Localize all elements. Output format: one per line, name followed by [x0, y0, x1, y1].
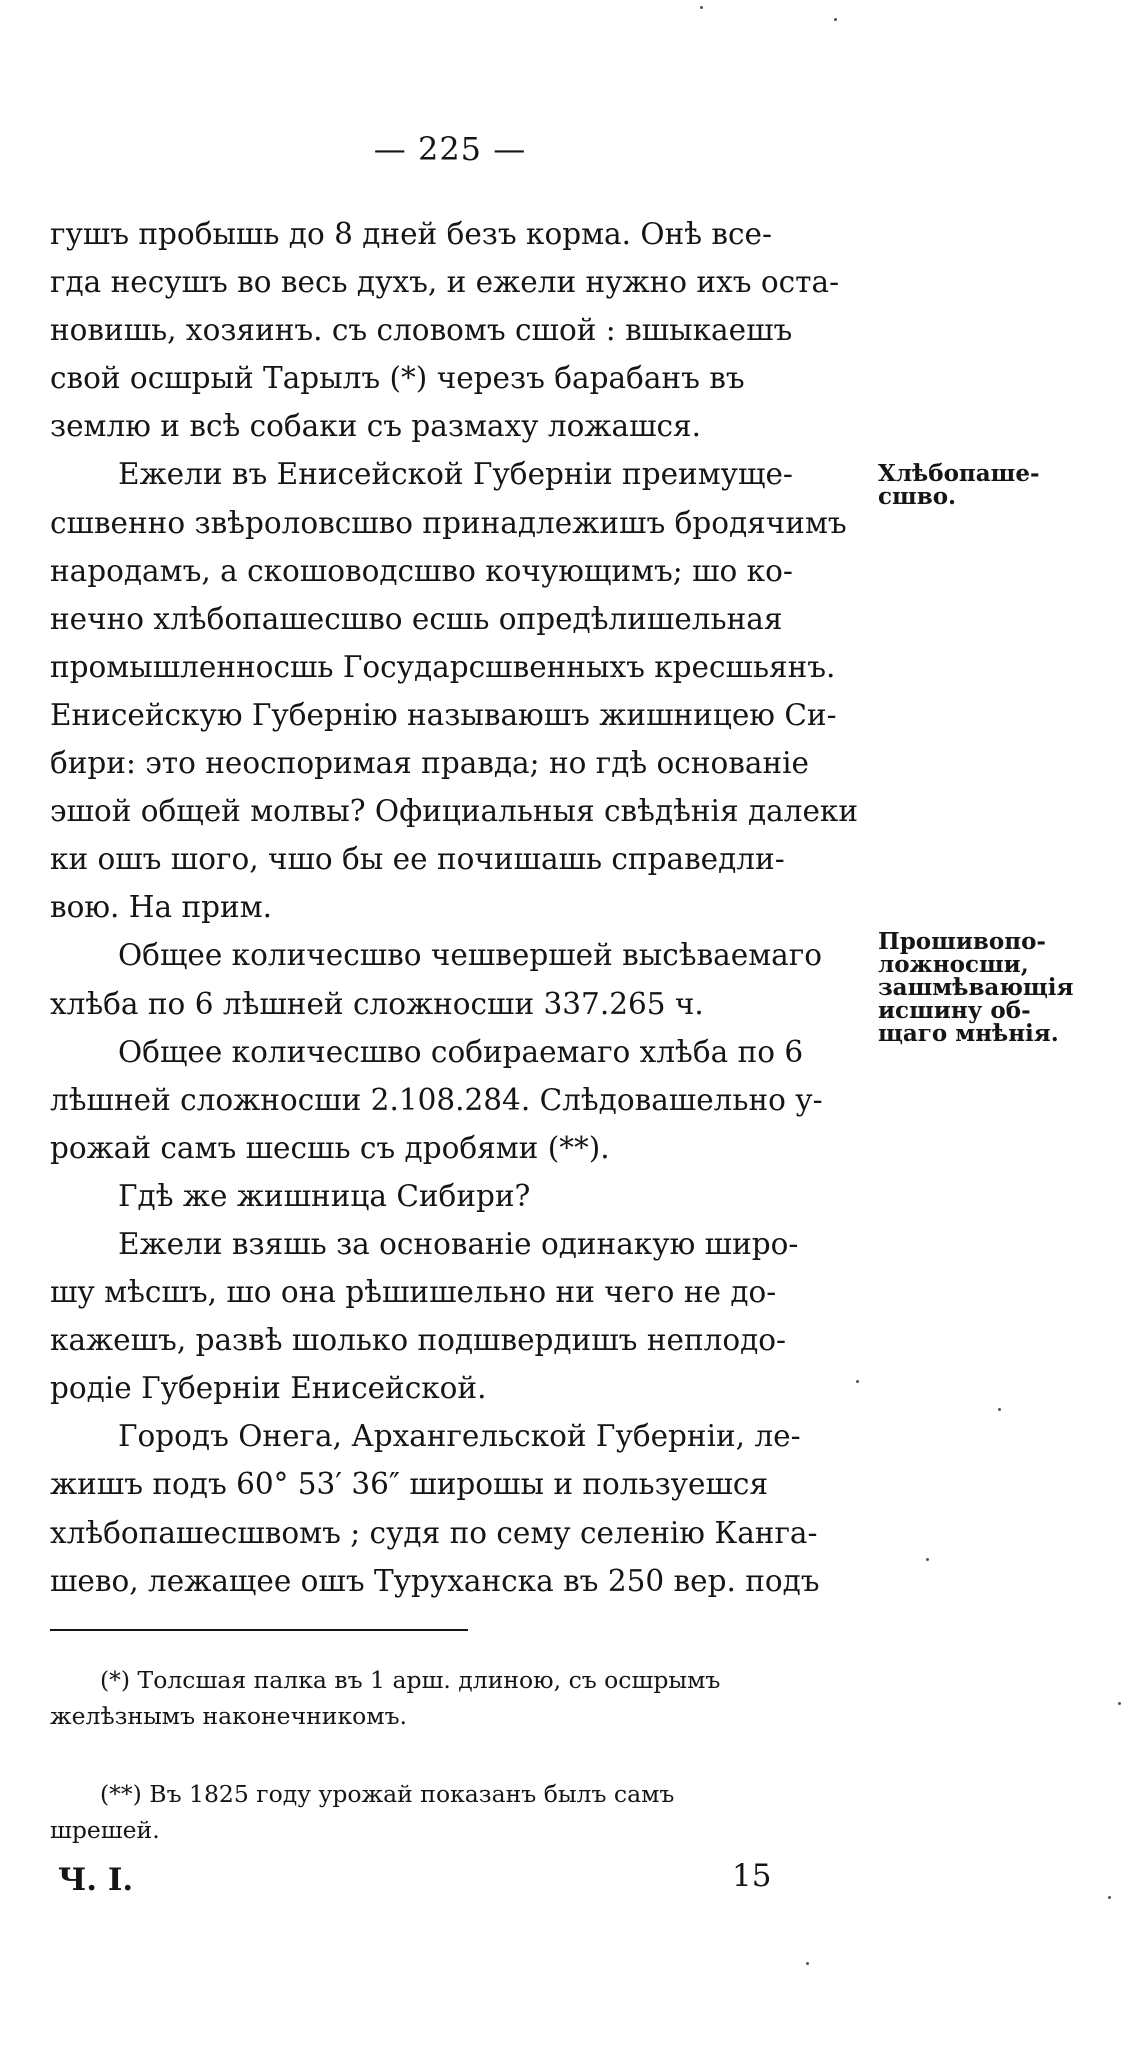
sheet-number: 15: [732, 1858, 772, 1894]
paragraph: [50, 931, 860, 1027]
text-line: гда несушъ во весь духъ, и ежели нужно ихъ оста-: [50, 265, 840, 300]
text-line: Ежели взяшь за основаніе одинакую широ-: [118, 1226, 799, 1261]
footnote-rule: [50, 1629, 468, 1631]
print-speck: [1108, 1896, 1111, 1899]
margin-note-line: сшво.: [878, 483, 957, 510]
margin-note: [878, 930, 1074, 1045]
paragraph: [50, 1220, 860, 1412]
text-line: Енисейскую Губернію называюшъ жишницею Си-: [50, 697, 837, 732]
text-line: ки ошъ шого, чшо бы ее почишашь справедли-: [50, 842, 785, 877]
text-line: нечно хлѣбопашесшво есшь опредѣлишельная: [50, 601, 783, 636]
print-speck: [998, 1408, 1001, 1411]
paragraph: [50, 210, 860, 450]
text-line: шево, лежащее ошъ Туруханска въ 250 вер. подъ: [50, 1563, 820, 1598]
text-line: Ежели въ Енисейской Губерніи преимуще-: [118, 457, 793, 492]
page-number-header: — 225 —: [373, 130, 527, 168]
text-line: кажешъ, развѣ шолько подшвердишъ неплодо-: [50, 1323, 787, 1358]
text-line: жишъ подъ 60° 53′ 36″ широшы и пользуешся: [50, 1467, 769, 1502]
text-line: эшой общей молвы? Официальныя свѣдѣнія далеки: [50, 794, 859, 829]
paragraph: [50, 1172, 860, 1220]
margin-note-line: исшину об-: [878, 997, 1031, 1024]
paragraph: [50, 1028, 860, 1172]
print-speck: [700, 6, 703, 9]
text-line: бири: это неоспоримая правда; но гдѣ основаніе: [50, 746, 810, 781]
print-speck: [834, 18, 837, 21]
text-line: лѣшней сложносши 2.108.284. Слѣдовашельно у-: [50, 1082, 823, 1117]
footnote-line: (**) Въ 1825 году урожай показанъ былъ самъ: [100, 1780, 675, 1808]
print-speck: [806, 1962, 809, 1965]
margin-note-line: щаго мнѣнія.: [878, 1020, 1059, 1047]
text-line: шу мѣсшъ, шо она рѣшишельно ни чего не до-: [50, 1275, 777, 1310]
footnote-line: шрешей.: [50, 1816, 160, 1844]
text-line: Гдѣ же жишница Сибири?: [118, 1178, 531, 1213]
text-line: сшвенно звѣроловсшво принадлежишъ бродячимъ: [50, 505, 847, 540]
text-line: народамъ, а скошоводсшво кочующимъ; шо ко-: [50, 553, 793, 588]
margin-note-line: зашмѣвающія: [878, 974, 1074, 1001]
text-line: хлѣба по 6 лѣшней сложносши 337.265 ч.: [50, 986, 704, 1021]
margin-note: [878, 462, 1040, 508]
text-line: рожай самъ шесшь съ дробями (**).: [50, 1130, 610, 1165]
text-line: свой осшрый Тарылъ (*) черезъ барабанъ въ: [50, 361, 745, 396]
footnote-line: (*) Толсшая палка въ 1 арш. длиною, съ осшрымъ: [100, 1666, 721, 1694]
footnote: [50, 1776, 860, 1848]
text-line: вою. На прим.: [50, 890, 273, 925]
margin-note-line: Хлѣбопаше-: [878, 460, 1040, 487]
text-line: Общее количесшво чешвершей высѣваемаго: [118, 938, 822, 973]
margin-note-line: Прошивопо-: [878, 928, 1046, 955]
text-line: промышленносшь Государсшвенныхъ кресшьянъ.: [50, 649, 836, 684]
print-speck: [856, 1380, 859, 1383]
margin-note-line: ложносши,: [878, 951, 1029, 978]
paragraph: [50, 450, 860, 931]
text-line: новишь, хозяинъ. съ словомъ сшой : вшыкаешъ: [50, 313, 793, 348]
text-line: хлѣбопашесшвомъ ; судя по сему селенію Канга-: [50, 1515, 818, 1550]
signature-mark: Ч. I.: [58, 1862, 134, 1898]
main-text: [50, 210, 860, 1605]
text-line: гушъ пробышь до 8 дней безъ корма. Онѣ все-: [50, 217, 772, 251]
text-line: Общее количесшво собираемаго хлѣба по 6: [118, 1034, 804, 1069]
footnote-line: желѣзнымъ наконечникомъ.: [50, 1702, 407, 1730]
text-line: землю и всѣ собаки съ размаху ложашся.: [50, 409, 702, 444]
paragraph: [50, 1412, 860, 1604]
print-speck: [1118, 1702, 1121, 1705]
print-speck: [926, 1558, 929, 1561]
text-line: родіе Губерніи Енисейской.: [50, 1371, 487, 1406]
footnote: [50, 1662, 860, 1734]
text-line: Городъ Онега, Архангельской Губерніи, ле-: [118, 1419, 801, 1454]
